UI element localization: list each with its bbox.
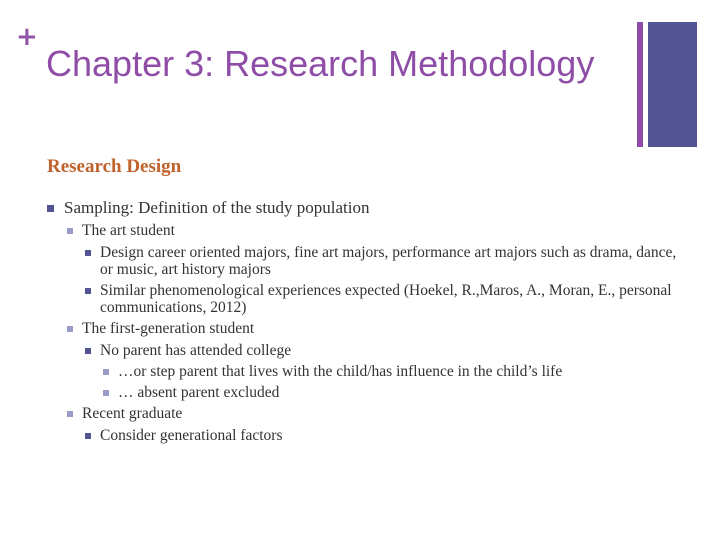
square-bullet-icon (85, 348, 91, 354)
bullet-list (47, 197, 677, 448)
square-bullet-icon (103, 369, 109, 375)
square-bullet-icon (85, 250, 91, 256)
bullet-item (47, 342, 677, 359)
bullet-item (47, 363, 677, 380)
bullet-text: The art student (82, 222, 175, 239)
square-bullet-icon (47, 205, 54, 212)
square-bullet-icon (67, 411, 73, 417)
square-bullet-icon (67, 326, 73, 332)
bullet-text: Sampling: Definition of the study population (64, 198, 370, 217)
bullet-text: … absent parent excluded (118, 384, 280, 401)
bullet-text: Similar phenomenological experiences expected (Hoekel, R.,Maros, A., Moran, E., personal communications, 2012) (100, 282, 672, 316)
bullet-text: …or step parent that lives with the child/has influence in the child’s life (118, 363, 563, 380)
square-bullet-icon (85, 288, 91, 294)
plus-icon: + (16, 22, 38, 52)
bullet-text: Design career oriented majors, fine art majors, performance art majors such as drama, dance, or music, art history majors (100, 244, 677, 278)
bullet-text: Consider generational factors (100, 427, 283, 444)
bullet-text: Recent graduate (82, 405, 183, 422)
bullet-item (47, 244, 677, 278)
bullet-item (47, 427, 677, 444)
accent-bar-thick (648, 22, 697, 147)
bullet-item (47, 405, 677, 423)
bullet-item (47, 222, 677, 240)
bullet-item (47, 197, 677, 218)
slide-subtitle: Research Design (47, 156, 182, 177)
bullet-item (47, 282, 677, 316)
square-bullet-icon (103, 390, 109, 396)
bullet-item (47, 320, 677, 338)
slide-title: Chapter 3: Research Methodology (46, 43, 595, 84)
bullet-text: No parent has attended college (100, 342, 292, 359)
square-bullet-icon (85, 433, 91, 439)
bullet-text: The first-generation student (82, 320, 255, 337)
bullet-item (47, 384, 677, 401)
square-bullet-icon (67, 228, 73, 234)
accent-bar-thin (637, 22, 643, 147)
